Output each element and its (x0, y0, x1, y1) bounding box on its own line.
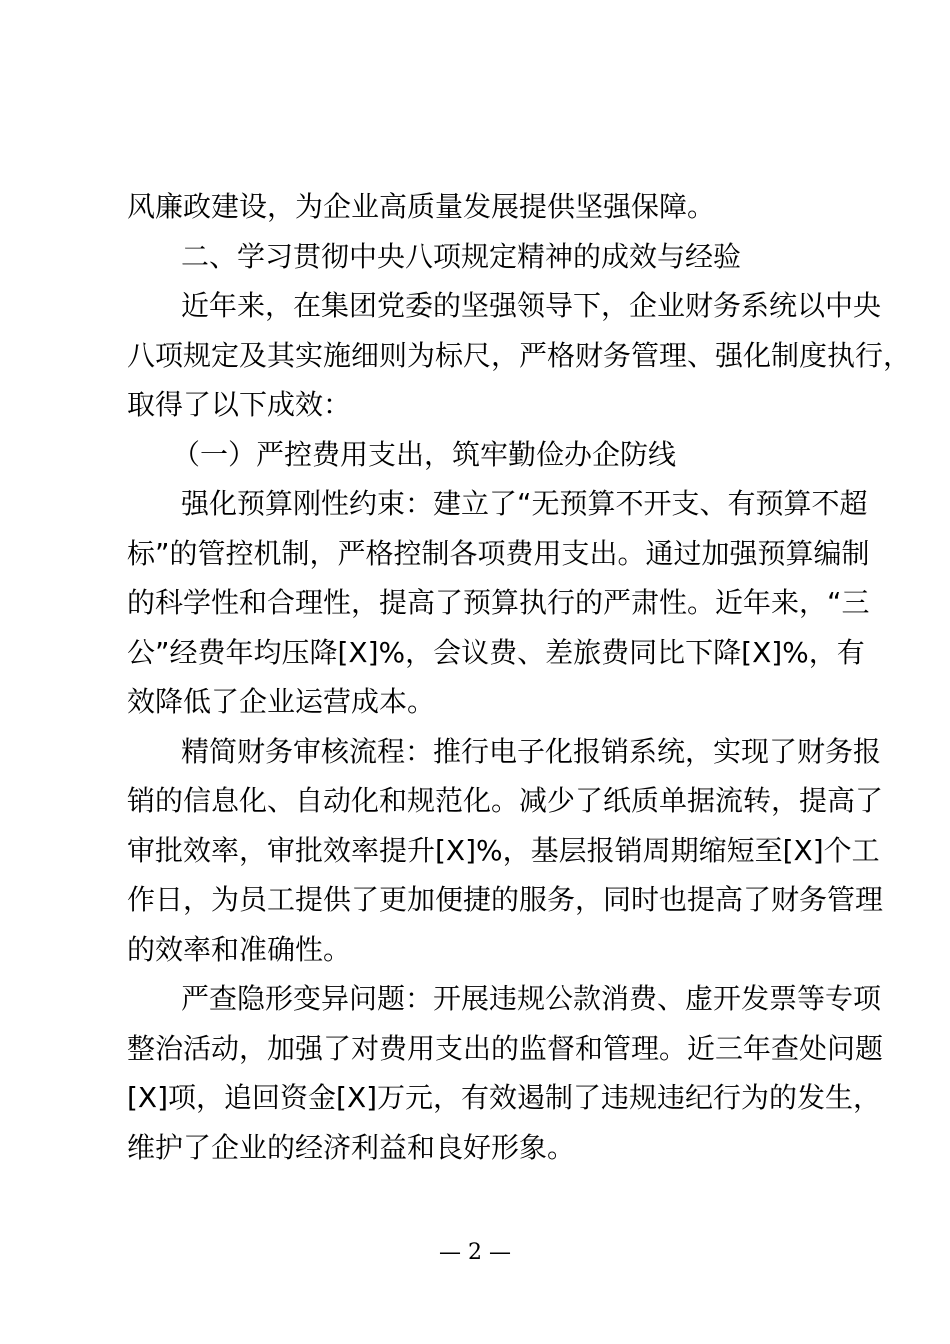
subsection-heading: （一）严控费用支出，筑牢勤俭办企防线 (172, 437, 677, 471)
paragraph-line: 的效率和准确性。 (127, 932, 352, 966)
paragraph-line: 严查隐形变异问题：开展违规公款消费、虚开发票等专项 (181, 982, 882, 1015)
paragraph-line: 的科学性和合理性，提高了预算执行的严肃性。近年来，“三 (127, 586, 870, 619)
paragraph-line: 整治活动，加强了对费用支出的监督和管理。近三年查处问题 (127, 1031, 884, 1065)
paragraph-line: 维护了企业的经济利益和良好形象。 (127, 1130, 576, 1164)
page-number: — 2 — (439, 1240, 511, 1265)
paragraph-line: 作日，为员工提供了更加便捷的服务，同时也提高了财务管理 (127, 883, 884, 916)
paragraph-line: 审批效率，审批效率提升[X]%，基层报销周期缩短至[X]个工 (127, 833, 880, 867)
paragraph-line: 标”的管控机制，严格控制各项费用支出。通过加强预算编制 (127, 536, 870, 570)
paragraph-line: 近年来，在集团党委的坚强领导下，企业财务系统以中央 (181, 289, 882, 322)
paragraph-line: 强化预算刚性约束：建立了“无预算不开支、有预算不超 (181, 487, 868, 520)
paragraph-line: 取得了以下成效： (127, 388, 352, 421)
paragraph-line: 销的信息化、自动化和规范化。减少了纸质单据流转，提高了 (127, 784, 884, 817)
paragraph-line: 效降低了企业运营成本。 (127, 685, 436, 718)
paragraph-line: 精简财务审核流程：推行电子化报销系统，实现了财务报 (181, 734, 882, 768)
paragraph-line: [X]项，追回资金[X]万元，有效遏制了违规违纪行为的发生， (127, 1081, 882, 1114)
paragraph-line: 八项规定及其实施细则为标尺，严格财务管理、强化制度执行， (127, 338, 912, 372)
document-body (127, 182, 912, 1172)
paragraph-line: 风廉政建设，为企业高质量发展提供坚强保障。 (127, 190, 716, 223)
paragraph-line: 公”经费年均压降[X]%，会议费、差旅费同比下降[X]%，有 (127, 635, 865, 669)
section-heading: 二、学习贯彻中央八项规定精神的成效与经验 (181, 239, 742, 273)
